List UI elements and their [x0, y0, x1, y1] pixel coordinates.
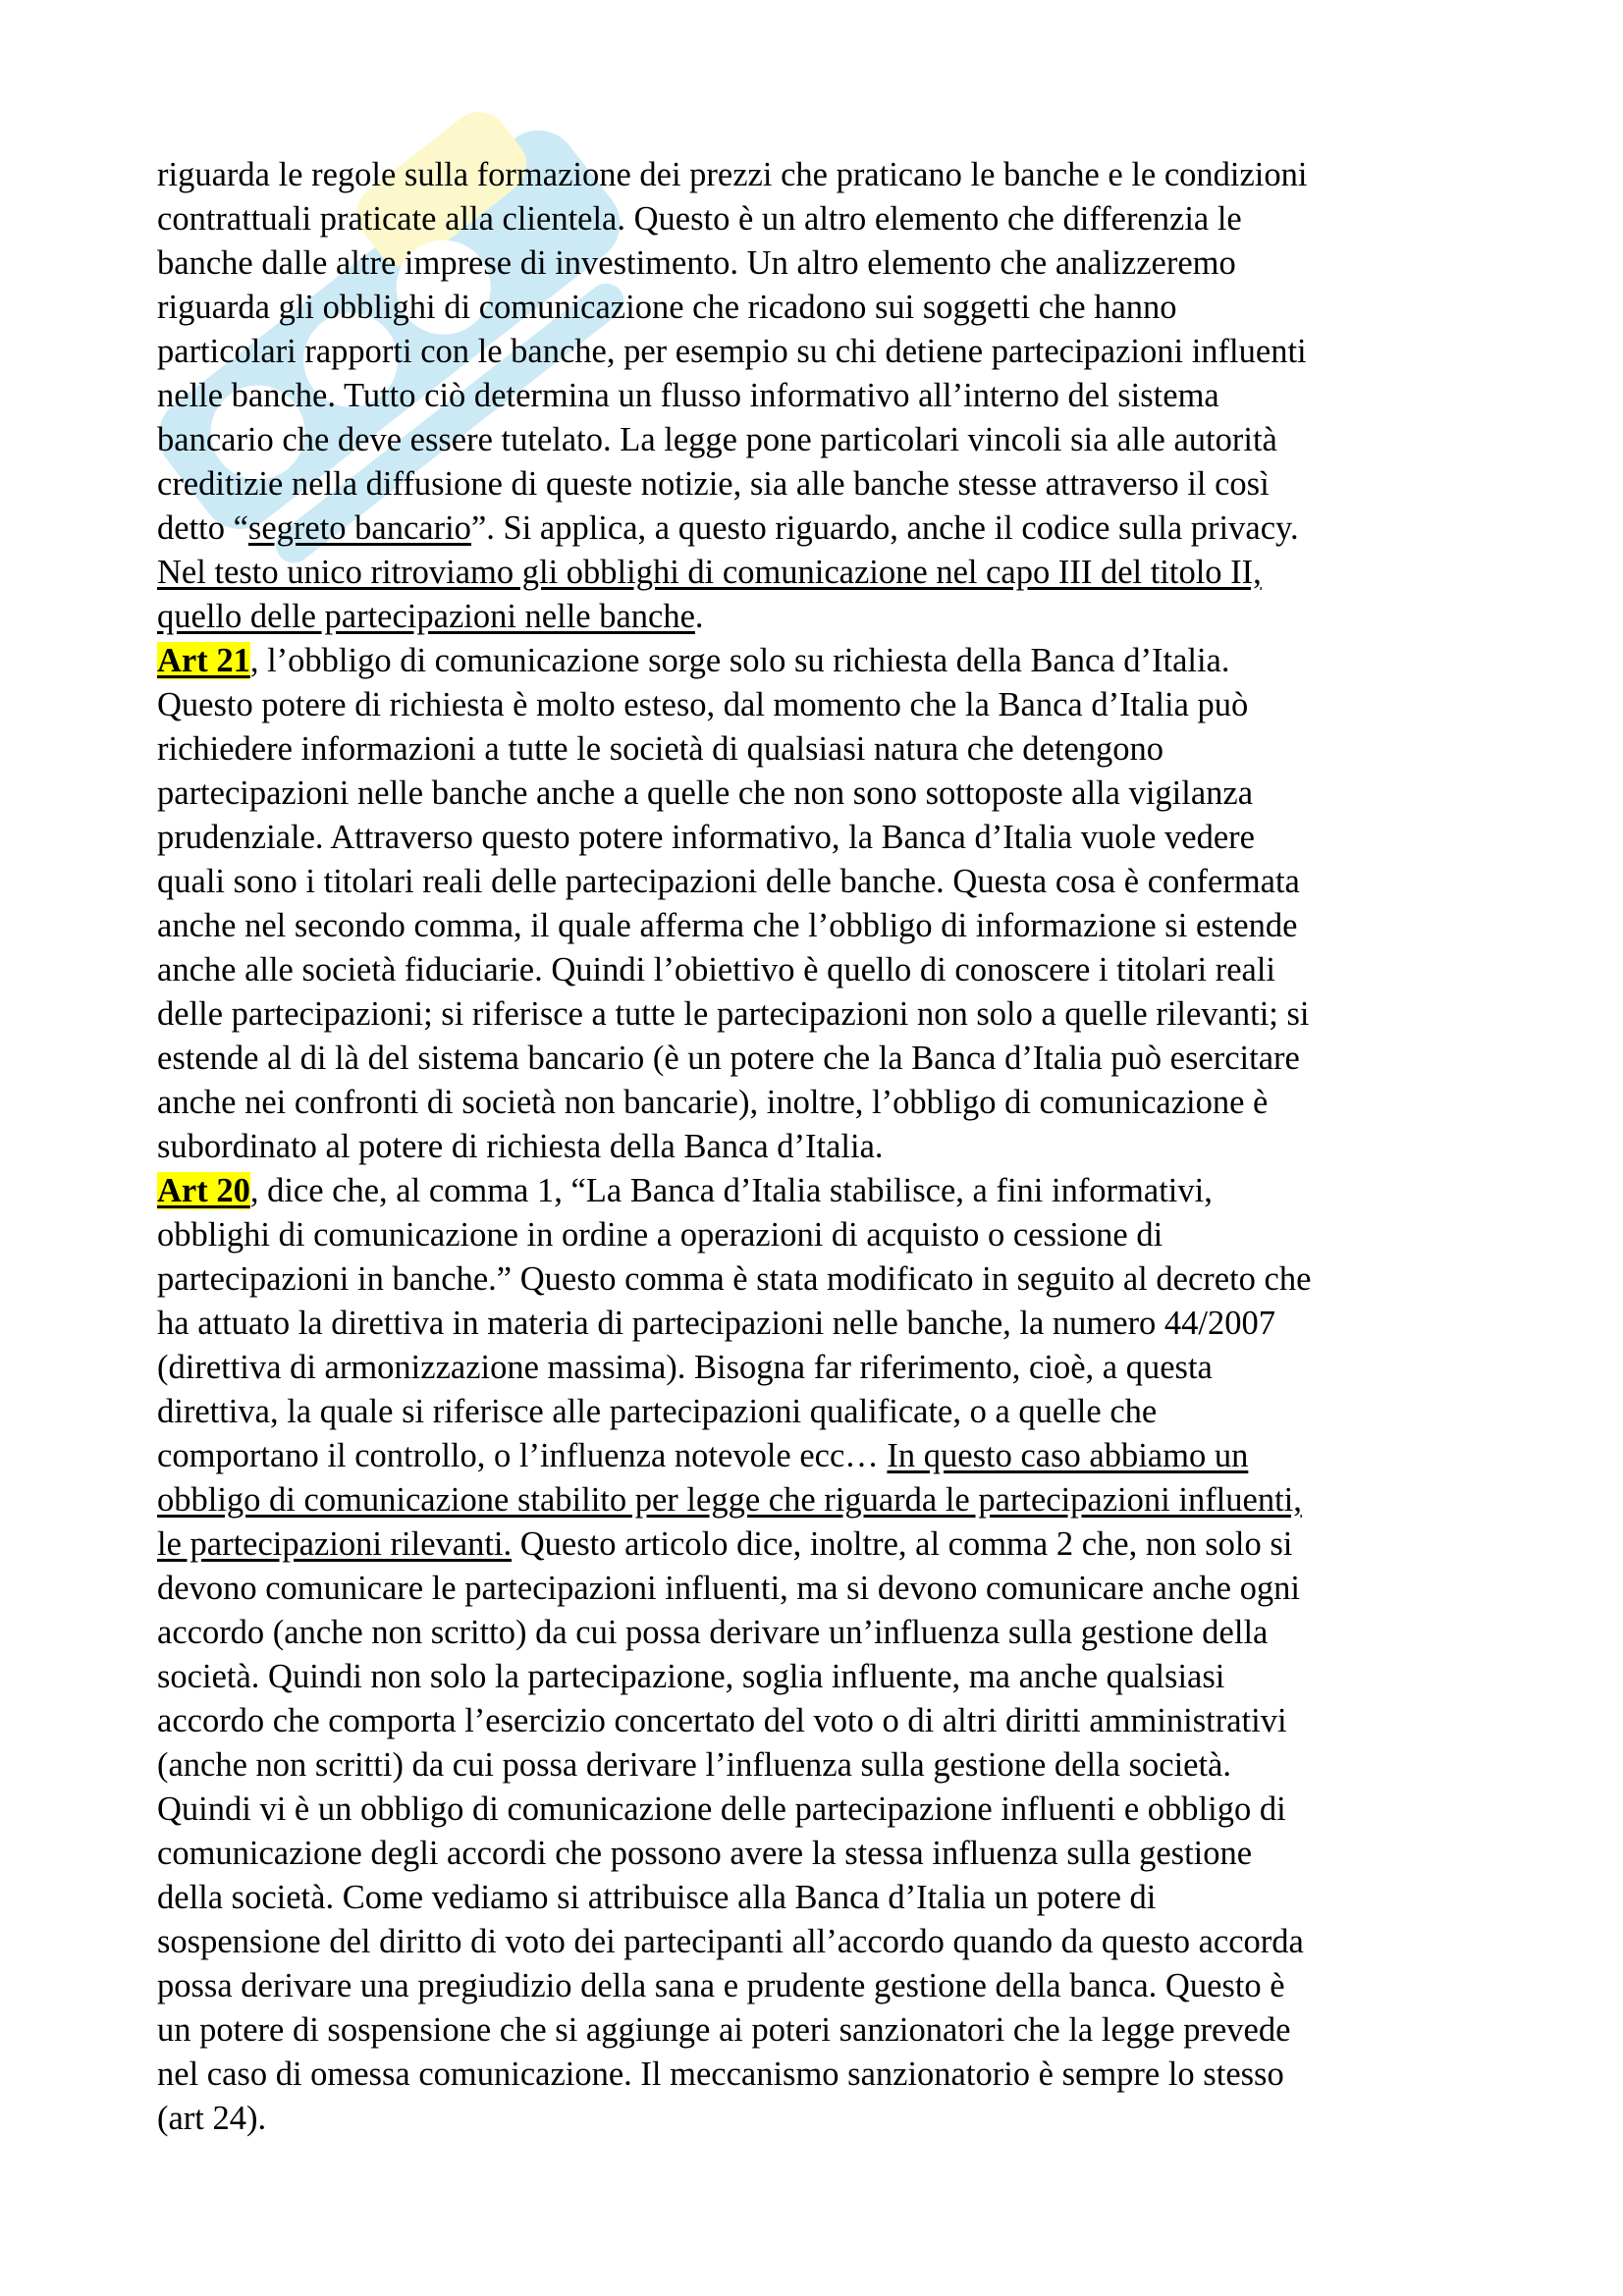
text-segment: anche alle società fiduciarie. Quindi l’obiettivo è quello di conoscere i titolari reali [157, 951, 1276, 988]
text-segment: Questo articolo dice, inoltre, al comma 2 che, non solo si [512, 1525, 1293, 1563]
text-line [157, 241, 1473, 286]
text-segment: anche nel secondo comma, il quale afferma che l’obbligo di informazione si estende [157, 907, 1298, 944]
text-line [157, 551, 1473, 595]
text-line [157, 1081, 1473, 1125]
text-segment: delle partecipazioni; si riferisce a tutte le partecipazioni non solo a quelle rilevanti; si [157, 995, 1310, 1033]
text-segment: Questo potere di richiesta è molto esteso, dal momento che la Banca d’Italia può [157, 686, 1249, 723]
text-segment: particolari rapporti con le banche, per esempio su chi detiene partecipazioni influenti [157, 333, 1307, 370]
text-line [157, 639, 1473, 683]
text-segment: partecipazioni nelle banche anche a quelle che non sono sottoposte alla vigilanza [157, 774, 1254, 812]
text-segment: richiedere informazioni a tutte le società di qualsiasi natura che detengono [157, 730, 1164, 768]
text-segment: società. Quindi non solo la partecipazione, soglia influente, ma anche qualsiasi [157, 1658, 1225, 1695]
underlined-text: obbligo di comunicazione stabilito per legge che riguarda le partecipazioni influenti, [157, 1481, 1302, 1519]
text-segment: ”. Si applica, a questo riguardo, anche il codice sulla privacy. [470, 509, 1299, 547]
text-line [157, 1743, 1473, 1788]
text-segment: , l’obbligo di comunicazione sorge solo su richiesta della Banca d’Italia. [249, 642, 1230, 679]
article-reference: Art 20 [157, 1172, 250, 1209]
paragraph [157, 1169, 1473, 2141]
text-line [157, 2097, 1473, 2141]
text-segment: possa derivare una pregiudizio della sana e prudente gestione della banca. Questo è [157, 1967, 1285, 2004]
text-line [157, 1390, 1473, 1434]
text-line [157, 286, 1473, 330]
text-line [157, 1699, 1473, 1743]
text-segment: riguarda le regole sulla formazione dei prezzi che praticano le banche e le condizioni [157, 156, 1308, 193]
text-segment: (anche non scritti) da cui possa derivare l’influenza sulla gestione della società. [157, 1746, 1231, 1784]
text-line [157, 330, 1473, 374]
text-line [157, 462, 1473, 507]
text-segment: della società. Come vediamo si attribuisce alla Banca d’Italia un potere di [157, 1879, 1157, 1916]
text-line [157, 2008, 1473, 2053]
text-segment: detto “ [157, 509, 248, 547]
underlined-text: le partecipazioni rilevanti. [157, 1525, 513, 1563]
text-line [157, 1567, 1473, 1611]
text-line [157, 418, 1473, 462]
text-segment: accordo (anche non scritto) da cui possa derivare un’influenza sulla gestione della [157, 1614, 1269, 1651]
text-line [157, 1169, 1473, 1213]
paragraph [157, 153, 1473, 639]
text-line [157, 1346, 1473, 1390]
underlined-text: Nel testo unico ritroviamo gli obblighi di comunicazione nel capo III del titolo II, [157, 554, 1262, 591]
text-segment: devono comunicare le partecipazioni influenti, ma si devono comunicare anche ogni [157, 1570, 1300, 1607]
text-line [157, 1920, 1473, 1964]
text-line [157, 992, 1473, 1037]
text-segment: direttiva, la quale si riferisce alle partecipazioni qualificate, o a quelle che [157, 1393, 1158, 1430]
text-segment: creditizie nella diffusione di queste notizie, sia alle banche stesse attraverso il così [157, 465, 1270, 503]
underlined-text: quello delle partecipazioni nelle banche [157, 598, 695, 635]
text-segment: (direttiva di armonizzazione massima). Bisogna far riferimento, cioè, a questa [157, 1349, 1213, 1386]
text-segment: sospensione del diritto di voto dei partecipanti all’accordo quando da questo accorda [157, 1923, 1304, 1960]
text-line [157, 595, 1473, 639]
article-reference: Art 21 [157, 642, 250, 679]
text-segment: anche nei confronti di società non bancarie), inoltre, l’obbligo di comunicazione è [157, 1084, 1269, 1121]
text-line [157, 1125, 1473, 1169]
text-segment: banche dalle altre imprese di investimento. Un altro elemento che analizzeremo [157, 244, 1236, 282]
text-segment: Quindi vi è un obbligo di comunicazione delle partecipazione influenti e obbligo di [157, 1790, 1286, 1828]
text-line [157, 1655, 1473, 1699]
text-line [157, 2053, 1473, 2097]
text-segment: nelle banche. Tutto ciò determina un flusso informativo all’interno del sistema [157, 377, 1219, 414]
text-segment: (art 24). [157, 2100, 267, 2137]
text-segment: comportano il controllo, o l’influenza notevole ecc… [157, 1437, 888, 1474]
text-line [157, 860, 1473, 904]
document-body [157, 153, 1473, 2141]
text-line [157, 197, 1473, 241]
text-segment: estende al di là del sistema bancario (è un potere che la Banca d’Italia può esercitare [157, 1040, 1300, 1077]
text-line [157, 507, 1473, 551]
text-line [157, 1876, 1473, 1920]
text-segment: . [694, 598, 704, 635]
text-segment: prudenziale. Attraverso questo potere informativo, la Banca d’Italia vuole vedere [157, 819, 1255, 856]
text-segment: ha attuato la direttiva in materia di partecipazioni nelle banche, la numero 44/2007 [157, 1305, 1276, 1342]
text-segment: accordo che comporta l’esercizio concertato del voto o di altri diritti amministrativi [157, 1702, 1287, 1739]
text-line [157, 816, 1473, 860]
text-line [157, 374, 1473, 418]
text-line [157, 1302, 1473, 1346]
text-segment: bancario che deve essere tutelato. La legge pone particolari vincoli sia alle autorità [157, 421, 1277, 458]
text-segment: quali sono i titolari reali delle partecipazioni delle banche. Questa cosa è confermata [157, 863, 1300, 900]
text-segment: nel caso di omessa comunicazione. Il meccanismo sanzionatorio è sempre lo stesso [157, 2056, 1284, 2093]
text-line [157, 1522, 1473, 1567]
text-line [157, 1832, 1473, 1876]
text-segment: obblighi di comunicazione in ordine a operazioni di acquisto o cessione di [157, 1216, 1163, 1254]
text-line [157, 772, 1473, 816]
text-line [157, 1611, 1473, 1655]
text-segment: contrattuali praticate alla clientela. Questo è un altro elemento che differenzia le [157, 200, 1242, 238]
text-line [157, 1788, 1473, 1832]
underlined-text: segreto bancario [247, 509, 471, 547]
text-line [157, 683, 1473, 727]
text-line [157, 1257, 1473, 1302]
text-segment: riguarda gli obblighi di comunicazione che ricadono sui soggetti che hanno [157, 289, 1177, 326]
text-line [157, 948, 1473, 992]
text-line [157, 1478, 1473, 1522]
text-segment: partecipazioni in banche.” Questo comma è stata modificato in seguito al decreto che [157, 1260, 1312, 1298]
text-segment: , dice che, al comma 1, “La Banca d’Italia stabilisce, a fini informativi, [249, 1172, 1213, 1209]
text-line [157, 1964, 1473, 2008]
text-line [157, 1213, 1473, 1257]
text-segment: subordinato al potere di richiesta della Banca d’Italia. [157, 1128, 884, 1165]
text-line [157, 153, 1473, 197]
text-line [157, 727, 1473, 772]
paragraph [157, 639, 1473, 1169]
text-line [157, 1037, 1473, 1081]
text-line [157, 904, 1473, 948]
text-segment: un potere di sospensione che si aggiunge ai poteri sanzionatori che la legge prevede [157, 2011, 1291, 2049]
text-line [157, 1434, 1473, 1478]
text-segment: comunicazione degli accordi che possono avere la stessa influenza sulla gestione [157, 1835, 1253, 1872]
underlined-text: In questo caso abbiamo un [887, 1437, 1249, 1474]
